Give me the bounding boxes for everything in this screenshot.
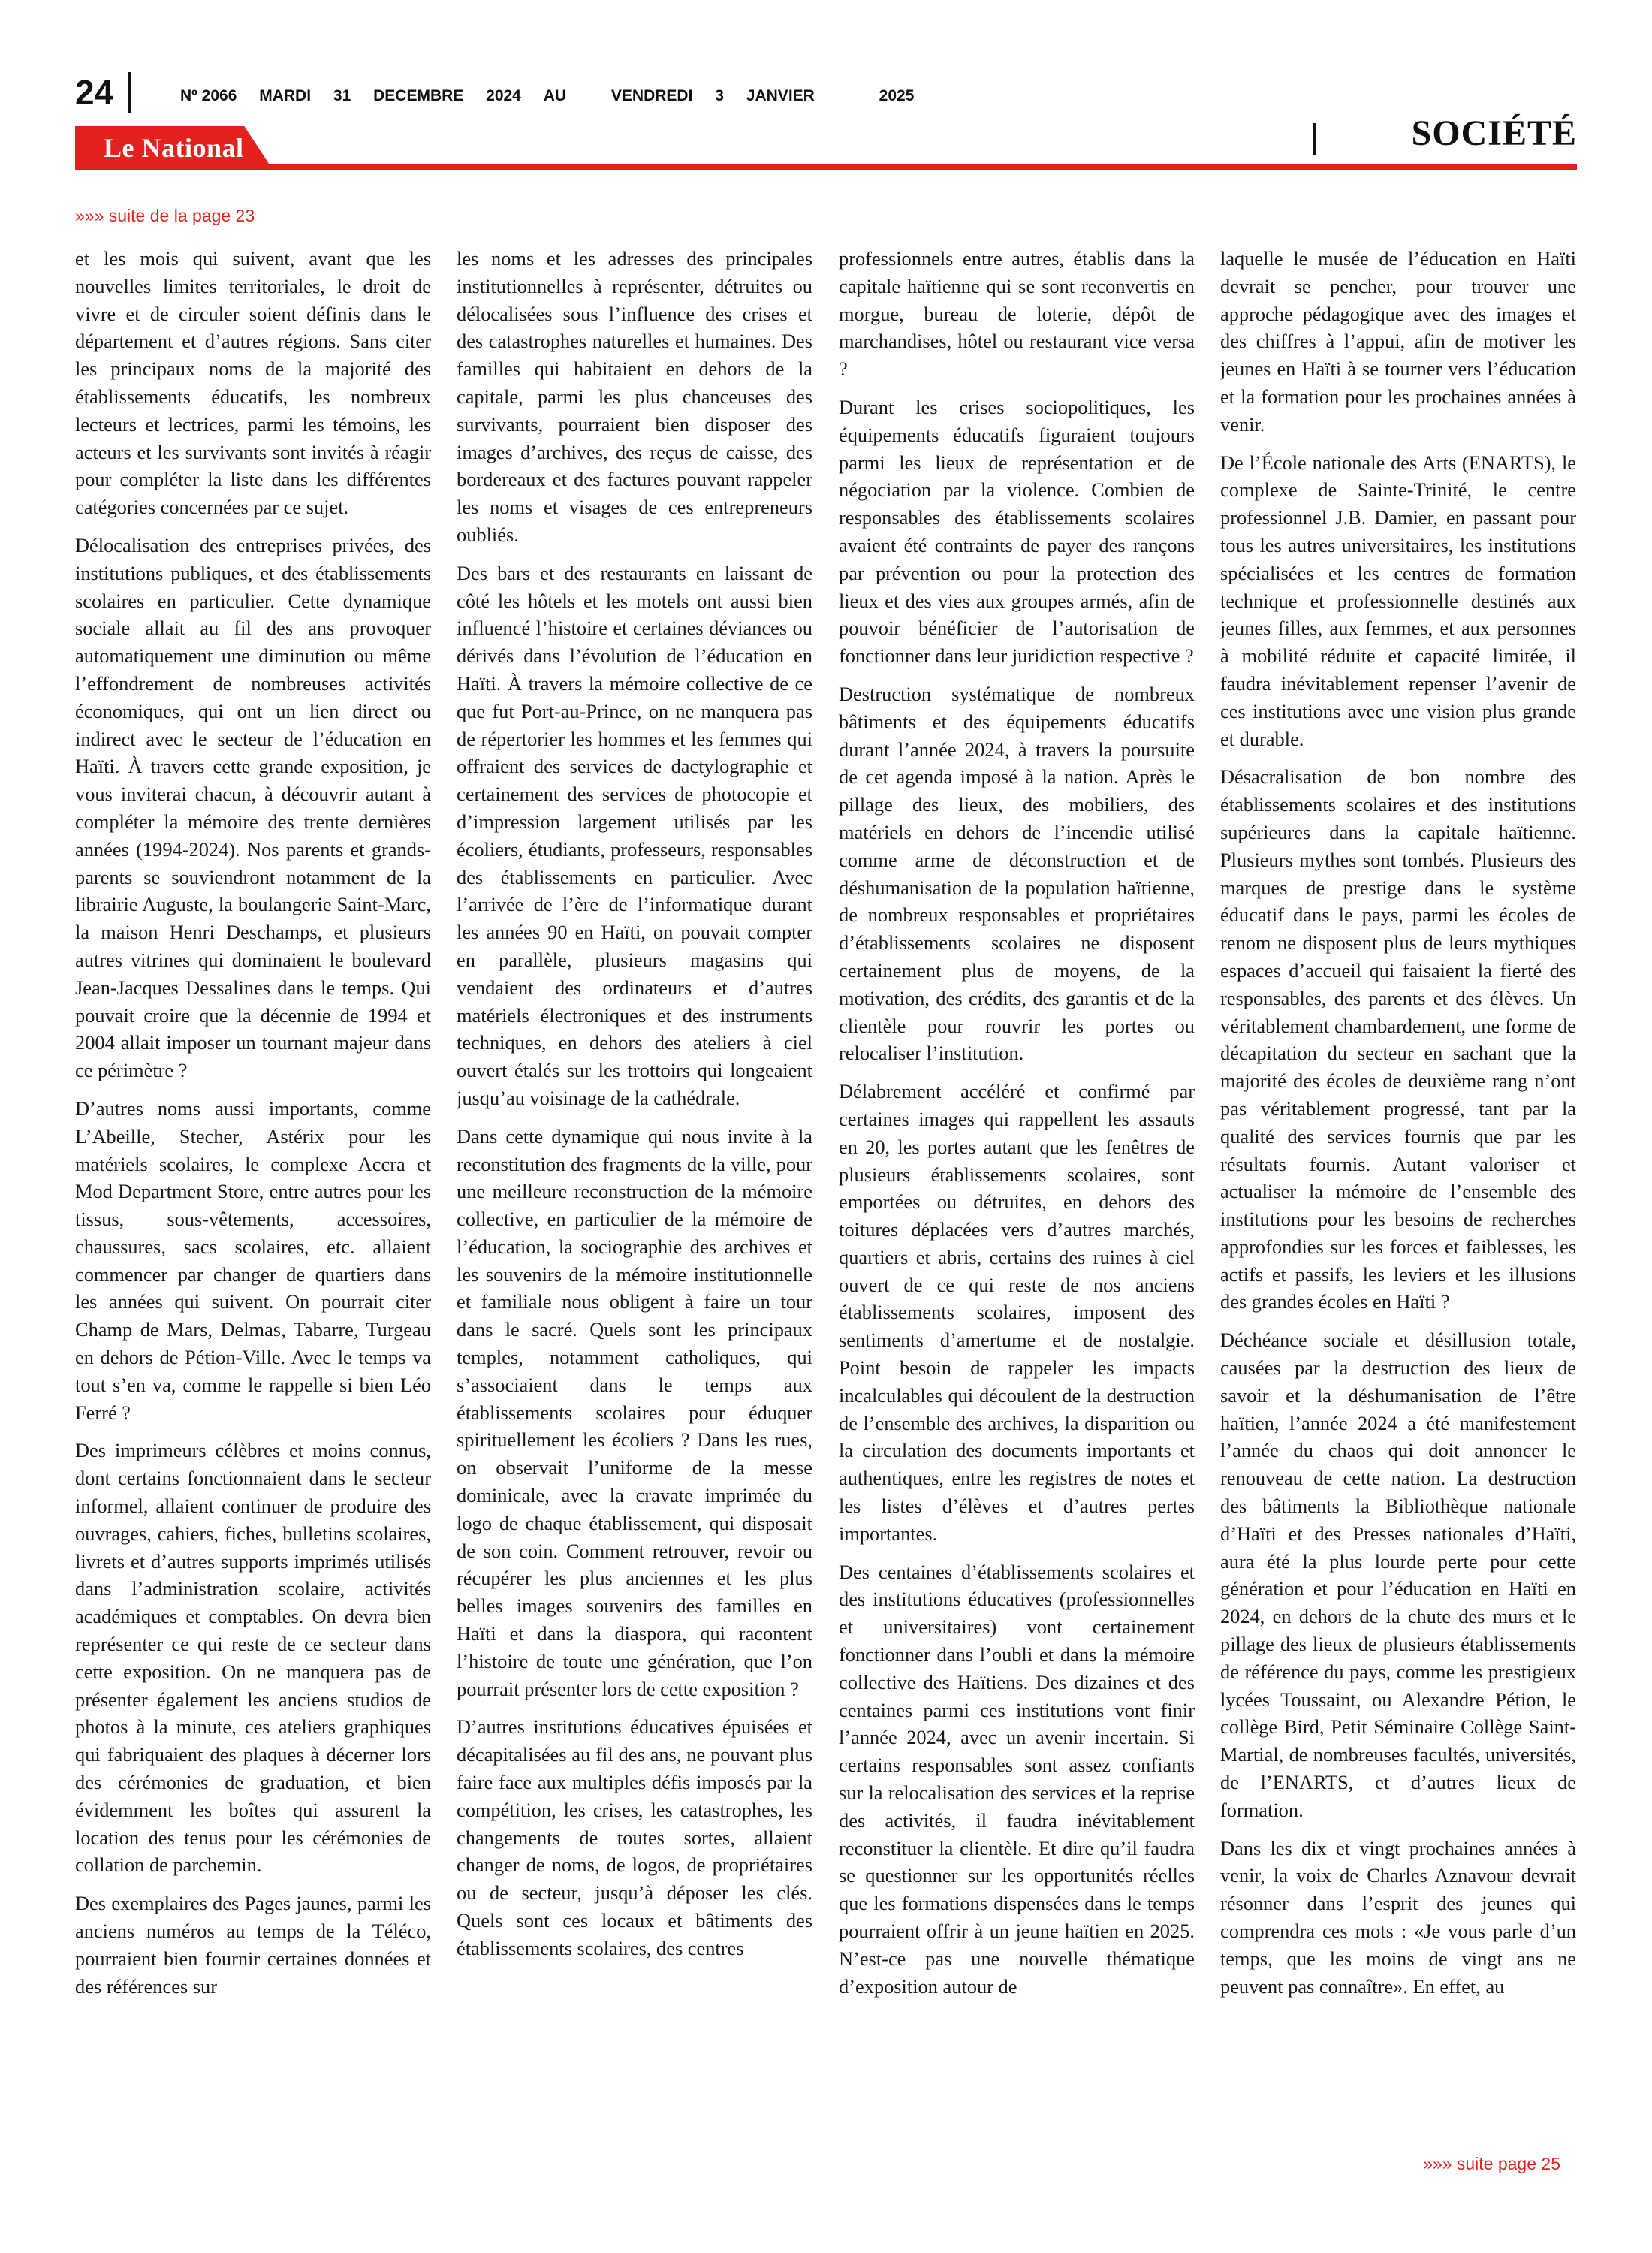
article-column-1 bbox=[75, 245, 431, 2149]
newspaper-logo: Le National bbox=[104, 133, 244, 163]
issue-date-line bbox=[180, 87, 932, 105]
paragraph: Des centaines d’établissements scolaires et des institutions éducatives (professionnelles et universitaires) vont certainement fonctionner dans l’oubli et dans la mémoire collective des Haïtiens. Des dizaines et des centaines parmi ces institutions vont finir l’année 2024, avec un avenir incertain. Si certains responsables sont assez confiants sur la relocalisation des services et la reprise des activités, il faudra inévitablement reconstituer la clientèle. Et dire qu’il faudra se questionner sur les opportunités réelles que les formations dispensées dans le temps pourraient offrir à un jeune haïtien en 2025. N’est-ce pas une nouvelle thématique d’exposition autour de bbox=[839, 1560, 1195, 1998]
page-number: 24 bbox=[75, 73, 114, 112]
paragraph: professionnels entre autres, établis dans la capitale haïtienne qui se sont reconvertis en morgue, bureau de loterie, dépôt de marchandises, hôtel ou restaurant vice versa ? bbox=[839, 247, 1195, 381]
paragraph: Délocalisation des entreprises privées, des institutions publiques, et des établissements scolaires en particulier. Cette dynamique sociale allait au fil des ans provoquer automatiquement une diminution ou même l’effondrement de nombreuses activités économiques, qui ont un lien direct ou indirect avec le secteur de l’éducation en Haïti. À travers cette grande exposition, je vous inviterai chacun, à découvrir autant à compléter la mémoire des trente dernières années (1994-2024). Nos parents et grands-parents se souviendront notamment de la librairie Auguste, la boulangerie Saint-Marc, la maison Henri Deschamps, et plusieurs autres vitrines qui dominaient le boulevard Jean-Jacques Dessalines dans le temps. Qui pouvait croire que la décennie de 1994 et 2004 allait imposer un tournant majeur dans ce périmètre ? bbox=[75, 533, 431, 1082]
paragraph: Désacralisation de bon nombre des établissements scolaires et des institutions supérieures dans la capitale haïtienne. Plusieurs mythes sont tombés. Plusieurs des marques de prestige dans le système éducatif dans le pays, parmi les écoles de renom ne disposent plus de leurs mythiques espaces d’accueil qui faisaient la fierté des responsables, des parents et des élèves. Un véritablement chambardement, une forme de décapitation du secteur en sachant que la majorité des écoles de deuxième rang n’ont pas véritablement progressé, tant par la qualité des services fournis que par les résultats fournis. Autant valoriser et actualiser la mémoire de l’ensemble des institutions pour les besoins de recherches approfondies sur les forces et faiblesses, les actifs et passifs, les leviers et les illusions des grandes écoles en Haïti ? bbox=[1220, 765, 1576, 1313]
paragraph: De l’École nationale des Arts (ENARTS), le complexe de Sainte-Trinité, le centre professionnel J.B. Damier, en passant pour tous les autres universitaires, les institutions spécialisées et les centres de formation technique et professionnelle destinés aux jeunes filles, aux femmes, et aux personnes à mobilité réduite et capacité limitée, il faudra inévitablement repenser l’avenir de ces institutions avec une vision plus grande et durable. bbox=[1220, 451, 1576, 750]
date-month-end: JANVIER bbox=[746, 87, 815, 104]
date-weekday-end: VENDREDI bbox=[610, 87, 693, 104]
paragraph: et les mois qui suivent, avant que les nouvelles limites territoriales, le droit de vivre et de circuler soient définis dans le département et d’autres régions. Sans citer les principaux noms de la majorité des établissements éducatifs, les nombreux lecteurs et lectrices, parmi les témoins, les acteurs et les survivants sont invités à réagir pour compléter la liste dans les différentes catégories concernées par ce sujet. bbox=[75, 247, 431, 519]
header-rule bbox=[75, 164, 1577, 170]
page-number-divider bbox=[128, 72, 131, 113]
date-day-end: 3 bbox=[715, 87, 724, 104]
paragraph: les noms et les adresses des principales institutionnelles à représenter, détruites ou délocalisées sous l’influence des crises et des catastrophes naturelles et humaines. Des familles qui habitaient en dehors de la capitale, parmi les plus chanceuses des survivants, pourraient bien disposer des images d’archives, des reçus de caisse, des bordereaux et des factures pouvant rappeler les noms et visages de ces entrepreneurs oubliés. bbox=[457, 247, 812, 546]
paragraph: Des bars et des restaurants en laissant de côté les hôtels et les motels ont aussi bien influencé l’histoire et certaines déviances ou dérivés dans l’évolution de l’éducation en Haïti. À travers la mémoire collective de ce que fut Port-au-Prince, on ne manquera pas de répertorier les hommes et les femmes qui offraient des services de dactylographie et certainement des services de photocopie et d’impression largement utilisés par les écoliers, étudiants, professeurs, responsables des établissements en particulier. Avec l’arrivée de l’ère de l’informatique durant les années 90 en Haïti, on pouvait compter en parallèle, plusieurs magasins qui vendaient des ordinateurs et d’autres matériels électroniques et des instruments techniques, en dehors des ateliers à ciel ouvert étalés sur les trottoirs qui longeaient jusqu’au voisinage de la cathédrale. bbox=[457, 561, 812, 1109]
date-weekday-start: MARDI bbox=[259, 87, 312, 104]
date-year-start: 2024 bbox=[486, 87, 521, 104]
paragraph: Des imprimeurs célèbres et moins connus, dont certains fonctionnaient dans le secteur informel, allaient continuer de produire des ouvrages, cahiers, fiches, bulletins scolaires, livrets et d’autres supports imprimés utilisés dans l’administration scolaire, activités académiques et comptables. On devra bien représenter ce qui reste de ce secteur dans cette exposition. On ne manquera pas de présenter également les anciens studios de photos à la minute, ces ateliers graphiques qui fabriquaient des plaques à décerner lors des cérémonies de graduation, et bien évidemment les boîtes qui assurent la location des tenus pour les cérémonies de collation de parchemin. bbox=[75, 1439, 431, 1877]
article-column-2 bbox=[457, 245, 812, 2149]
paragraph: D’autres noms aussi importants, comme L’Abeille, Stecher, Astérix pour les matériels scolaires, le complexe Accra et Mod Department Store, entre autres pour les tissus, sous-vêtements, accessoires, chaussures, sacs scolaires, etc. allaient commencer par changer de quartiers dans les années qui suivent. On pourrait citer Champ de Mars, Delmas, Tabarre, Turgeau en dehors de Pétion-Ville. Avec le temps va tout s’en va, comme le rappelle si bien Léo Ferré ? bbox=[75, 1096, 431, 1424]
paragraph: Dans cette dynamique qui nous invite à la reconstitution des fragments de la ville, pour une meilleure reconstruction de la mémoire collective, en particulier de la mémoire de l’éducation, la sociographie des archives et les souvenirs de la mémoire institutionnelle et familiale nous obligent à faire un tour dans le sacré. Quels sont les principaux temples, notamment catholiques, qui s’associaient dans le temps aux établissements scolaires pour éduquer spirituellement les écoliers ? Dans les rues, on observait l’uniforme de la messe dominicale, avec la cravate imprimée du logo de chaque établissement, qui disposait de son coin. Comment retrouver, revoir ou récupérer les plus anciennes et les plus belles images souvenirs des familles en Haïti et dans la diaspora, qui racontent l’histoire de toute une génération, que l’on pourrait présenter lors de cette exposition ? bbox=[457, 1124, 812, 1700]
paragraph: Des exemplaires des Pages jaunes, parmi les anciens numéros au temps de la Téléco, pourraient bien fournir certaines données et des références sur bbox=[75, 1892, 431, 1998]
paragraph: laquelle le musée de l’éducation en Haïti devrait se pencher, pour trouver une approche pédagogique avec des images et des chiffres à l’appui, afin de motiver les jeunes en Haïti à se tourner vers l’éducation et la formation pour les prochaines années à venir. bbox=[1220, 247, 1576, 436]
continued-from-page: »»» suite de la page 23 bbox=[75, 206, 255, 225]
date-connector: AU bbox=[543, 87, 567, 104]
paragraph: Durant les crises sociopolitiques, les équipements éducatifs figuraient toujours parmi les lieux de représentation et de négociation par la violence. Combien de responsables des établissements scolaires avaient été contraints de payer des rançons par prévention ou pour la protection des lieux et des vies aux groupes armés, afin de pouvoir bénéficier de l’autorisation de fonctionner dans leur juridiction respective ? bbox=[839, 395, 1195, 668]
paragraph: Déchéance sociale et désillusion totale, causées par la destruction des lieux de savoir et la déshumanisation de l’être haïtien, l’année 2024 a été manifestement l’année du chaos qui doit annoncer le renouveau de cette nation. La destruction des bâtiments la Bibliothèque nationale d’Haïti et des Presses nationales d’Haïti, aura été la plus lourde perte pour cette génération et pour l’éducation en Haïti en 2024, en dehors de la chute des murs et le pillage des lieux de plusieurs établissements de référence du pays, comme les prestigieux lycées Toussaint, ou Alexandre Pétion, le collège Bird, Petit Séminaire Collège Saint-Martial, de nombreuses facultés, universités, de l’ENARTS, et d’autres lieux de formation. bbox=[1220, 1329, 1576, 1821]
article-column-4 bbox=[1220, 245, 1576, 2149]
paragraph: Destruction systématique de nombreux bâtiments et des équipements éducatifs durant l’année 2024, à travers la poursuite de cet agenda imposé à la nation. Après le pillage des lieux, des mobiliers, des matériels en dehors de l’incendie utilisé comme arme de déconstruction et de déshumanisation de la population haïtienne, de nombreux responsables et propriétaires d’établissements scolaires ne disposent certainement plus de moyens, de la motivation, des crédits, des garantis et de la clientèle pour rouvrir les portes ou relocaliser l’institution. bbox=[839, 682, 1195, 1065]
paragraph: Délabrement accéléré et confirmé par certaines images qui rappellent les assauts en 20, les portes autant que les fenêtres de plusieurs établissements scolaires, sont emportées ou détruites, en dehors des toitures déplacées vers d’autres marchés, quartiers et abris, certains des ruines à ciel ouvert de ce qui reste de nos anciens établissements scolaires, imposent des sentiments d’amertume et de nostalgie. Point besoin de rappeler les impacts incalculables qui découlent de la destruction de l’ensemble des archives, la disparition ou la circulation des documents importants et authentiques, entre les registres de notes et les listes d’élèves et d’autres pertes importantes. bbox=[839, 1080, 1195, 1545]
paragraph: Dans les dix et vingt prochaines années à venir, la voix de Charles Aznavour devrait résonner dans l’esprit des jeunes qui comprendra ces mots : «Je vous parle d’un temps, que les moins de vingt ans ne peuvent pas connaître». En effet, au bbox=[1220, 1836, 1576, 1998]
paragraph: D’autres institutions éducatives épuisées et décapitalisées au fil des ans, ne pouvant plus faire face aux multiples défis imposés par la compétition, les crises, les catastrophes, les changements de toutes sortes, allaient changer de noms, de logos, de propriétaires ou de secteur, jusqu’à déposer les clés. Quels sont ces locaux et bâtiments des établissements scolaires, des centres bbox=[457, 1715, 812, 1959]
issue-number: Nº 2066 bbox=[180, 87, 237, 104]
article-column-3 bbox=[839, 245, 1195, 2149]
date-day-start: 31 bbox=[333, 87, 351, 104]
section-title: SOCIÉTÉ bbox=[1411, 113, 1577, 153]
date-month-start: DECEMBRE bbox=[373, 87, 464, 104]
continued-to-page: »»» suite page 25 bbox=[1423, 2154, 1560, 2173]
section-divider bbox=[1313, 123, 1316, 155]
date-year-end: 2025 bbox=[879, 87, 915, 104]
